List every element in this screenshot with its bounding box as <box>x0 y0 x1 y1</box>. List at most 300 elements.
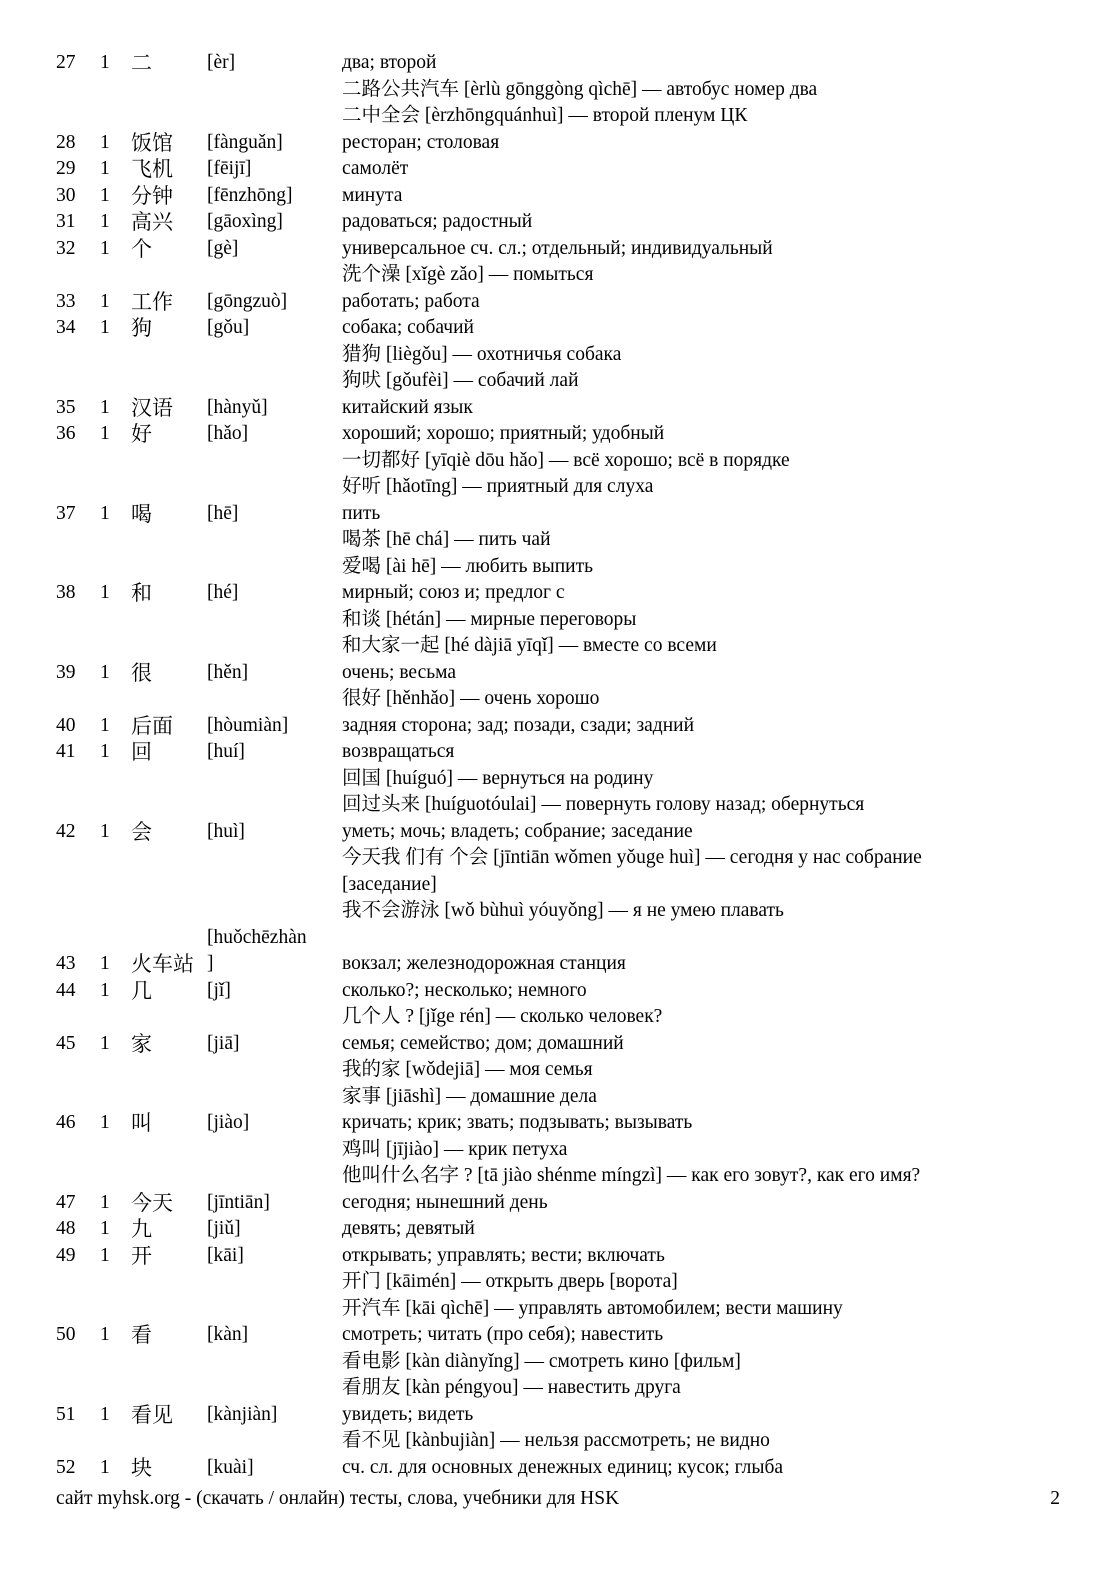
entry-pinyin: [huì] <box>207 820 245 842</box>
entry-definition: минута <box>342 184 403 206</box>
example-row <box>56 368 1076 395</box>
entry-level: 1 <box>100 582 110 603</box>
entry-number <box>56 1375 100 1402</box>
entry-definition: 看电影 [kàn diànyǐng] — смотреть кино [фильм] <box>342 1350 741 1372</box>
entry-level <box>100 103 131 130</box>
entry-level: 1 <box>100 502 110 524</box>
example-row <box>56 898 1076 925</box>
entry-hanzi: 看 <box>131 1323 152 1347</box>
entry-row <box>56 1031 1076 1058</box>
example-row <box>56 527 1076 554</box>
entry-hanzi: 几 <box>131 978 152 1003</box>
entry-number <box>56 1296 100 1323</box>
entry-row <box>56 660 1076 687</box>
entry-definition: 他叫什么名字 ? [tā jiào shénme míngzì] — как его зовут?, как его имя? <box>342 1165 921 1186</box>
entry-definition: открывать; управлять; вести; включать <box>342 1244 665 1266</box>
entry-hanzi: 高兴 <box>131 210 173 234</box>
entry-level <box>100 1269 131 1296</box>
entry-definition: возвращаться <box>342 741 455 762</box>
entry-number: 44 <box>56 979 76 1001</box>
entry-hanzi: 二 <box>131 51 152 75</box>
entry-definition: 我的家 [wǒdejiā] — моя семья <box>342 1059 593 1080</box>
entry-number <box>56 607 100 634</box>
entry-number: 49 <box>56 1244 76 1266</box>
entry-hanzi <box>131 448 207 475</box>
entry-row <box>56 1322 1076 1349</box>
entry-pinyin <box>207 1163 342 1190</box>
example-row <box>56 77 1076 104</box>
entry-level: 1 <box>100 714 110 736</box>
entry-pinyin <box>207 1349 342 1376</box>
entry-hanzi <box>131 1375 207 1402</box>
entry-level <box>100 1004 131 1031</box>
entry-row <box>56 315 1076 342</box>
entry-number <box>56 792 100 819</box>
entry-pinyin: [hòumiàn] <box>207 714 289 736</box>
entry-level: 1 <box>100 158 110 179</box>
entry-level <box>100 872 131 899</box>
example-row <box>56 633 1076 660</box>
entry-number <box>56 1428 100 1455</box>
entry-definition: 狗吠 [gǒufèi] — собачий лай <box>342 370 579 391</box>
entry-level: 1 <box>100 1403 110 1425</box>
entry-definition: 一切都好 [yīqiè dōu hǎo] — всё хорошо; всё в порядке <box>342 449 790 471</box>
entry-row <box>56 183 1076 210</box>
example-row <box>56 1084 1076 1111</box>
entry-hanzi: 分钟 <box>131 183 173 208</box>
entry-level <box>100 845 131 872</box>
entry-number: 42 <box>56 820 76 842</box>
entry-level: 1 <box>100 953 110 974</box>
entry-definition: 洗个澡 [xǐgè zǎo] — помыться <box>342 264 594 285</box>
entry-number: 46 <box>56 1112 76 1133</box>
entry-hanzi: 家 <box>131 1031 152 1056</box>
entry-definition: хороший; хорошо; приятный; удобный <box>342 423 665 444</box>
example-row <box>56 872 1076 899</box>
entry-hanzi: 饭馆 <box>131 130 173 155</box>
entry-hanzi <box>131 766 207 793</box>
entry-pinyin <box>207 1296 342 1323</box>
entry-number: 33 <box>56 290 76 312</box>
entry-level: 1 <box>100 741 110 762</box>
entry-pinyin: [hànyǔ] <box>207 396 268 418</box>
entry-row <box>56 289 1076 316</box>
entry-number <box>56 77 100 104</box>
entry-pinyin: [kànjiàn] <box>207 1403 278 1425</box>
entry-hanzi: 工作 <box>131 289 173 314</box>
entry-hanzi: 块 <box>131 1455 152 1480</box>
entry-definition: увидеть; видеть <box>342 1403 474 1425</box>
entry-hanzi <box>131 474 207 501</box>
entry-definition: 开汽车 [kāi qìchē] — управлять автомобилем; вести машину <box>342 1297 843 1319</box>
page-number: 2 <box>1050 1488 1060 1509</box>
entry-pinyin <box>207 1084 342 1111</box>
entry-level: 1 <box>100 237 110 259</box>
entry-definition: два; второй <box>342 52 437 73</box>
entry-pinyin <box>207 792 342 819</box>
entry-hanzi <box>131 342 207 369</box>
entry-definition: 看朋友 [kàn péngyou] — навестить друга <box>342 1377 681 1398</box>
entry-number: 40 <box>56 714 76 736</box>
entry-hanzi <box>131 262 207 289</box>
entry-number: 45 <box>56 1032 76 1054</box>
entry-pinyin: [jiā] <box>207 1032 240 1054</box>
entry-row <box>56 501 1076 528</box>
example-row <box>56 845 1076 872</box>
entry-definition: пить <box>342 502 381 524</box>
entry-pinyin: [jiào] <box>207 1112 250 1133</box>
entry-definition: 看不见 [kànbujiàn] — нельзя рассмотреть; не видно <box>342 1430 770 1451</box>
entry-number <box>56 633 100 660</box>
entry-level <box>100 554 131 581</box>
entry-definition: кричать; крик; звать; подзывать; вызывать <box>342 1112 693 1133</box>
entry-hanzi <box>131 845 207 872</box>
entry-number <box>56 474 100 501</box>
example-row <box>56 607 1076 634</box>
entry-definition: 家事 [jiāshì] — домашние дела <box>342 1085 597 1107</box>
entry-hanzi: 喝 <box>131 501 152 526</box>
entry-row <box>56 580 1076 607</box>
entry-level: 1 <box>100 1244 110 1266</box>
entry-level: 1 <box>100 1112 110 1133</box>
entry-definition: сколько?; несколько; немного <box>342 979 587 1001</box>
entry-level: 1 <box>100 290 110 312</box>
entry-level <box>100 1428 131 1455</box>
entry-level: 1 <box>100 979 110 1001</box>
entry-pinyin <box>207 448 342 475</box>
entry-hanzi <box>131 1428 207 1455</box>
entry-number: 35 <box>56 396 76 418</box>
footer-site-note: сайт myhsk.org - (скачать / онлайн) тесты, слова, учебники для HSK <box>56 1488 620 1509</box>
entry-number: 28 <box>56 131 76 153</box>
entry-definition: работать; работа <box>342 290 480 312</box>
entry-number <box>56 1163 100 1190</box>
entry-level <box>100 792 131 819</box>
entry-level <box>100 898 131 925</box>
example-row <box>56 686 1076 713</box>
example-row <box>56 1375 1076 1402</box>
entry-hanzi <box>131 527 207 554</box>
entry-row <box>56 1216 1076 1243</box>
entry-level <box>100 77 131 104</box>
entry-definition: 二路公共汽车 [èrlù gōnggòng qìchē] — автобус номер два <box>342 78 818 100</box>
entry-hanzi: 飞机 <box>131 157 173 181</box>
entry-hanzi: 很 <box>131 660 152 685</box>
entry-row <box>56 978 1076 1005</box>
entry-row <box>56 951 1076 978</box>
entry-number: 29 <box>56 158 76 179</box>
example-row <box>56 474 1076 501</box>
entry-pinyin: [fēnzhōng] <box>207 184 293 206</box>
entry-definition: 猎狗 [liègǒu] — охотничья собака <box>342 343 622 365</box>
entry-row <box>56 236 1076 263</box>
entry-number: 37 <box>56 502 76 524</box>
entry-number <box>56 686 100 713</box>
example-row <box>56 1349 1076 1376</box>
entry-pinyin <box>207 368 342 395</box>
entry-definition: мирный; союз и; предлог с <box>342 582 565 603</box>
entry-hanzi <box>131 1004 207 1031</box>
entry-definition: ресторан; столовая <box>342 131 500 153</box>
entry-pinyin: [gāoxìng] <box>207 211 283 232</box>
entry-level <box>100 607 131 634</box>
entry-row <box>56 819 1076 846</box>
entry-hanzi: 叫 <box>131 1111 152 1135</box>
entry-definition: 回过头来 [huíguotóulai] — повернуть голову назад; обернуться <box>342 794 865 815</box>
entry-pinyin <box>207 1428 342 1455</box>
entry-definition: сегодня; нынешний день <box>342 1191 548 1213</box>
entry-level: 1 <box>100 1218 110 1239</box>
entry-row <box>56 739 1076 766</box>
entry-pinyin <box>207 342 342 369</box>
entry-number <box>56 448 100 475</box>
entry-level <box>100 474 131 501</box>
entry-pinyin <box>207 262 342 289</box>
example-row <box>56 103 1076 130</box>
entry-definition: китайский язык <box>342 396 473 418</box>
entry-definition: 好听 [hǎotīng] — приятный для слуха <box>342 476 654 497</box>
entry-pinyin: [hé] <box>207 582 239 603</box>
entry-row <box>56 156 1076 183</box>
example-row <box>56 1296 1076 1323</box>
entry-pinyin: [jīntiān] <box>207 1191 270 1213</box>
entry-definition: 和谈 [hétán] — мирные переговоры <box>342 608 637 630</box>
entry-hanzi <box>131 872 207 899</box>
entry-definition: 二中全会 [èrzhōngquánhuì] — второй пленум ЦК <box>342 105 748 126</box>
entry-level <box>100 527 131 554</box>
entry-pinyin <box>207 77 342 104</box>
entry-number: 43 <box>56 953 76 974</box>
entry-pinyin <box>207 1375 342 1402</box>
entry-pinyin: ] <box>207 953 214 974</box>
entry-definition <box>342 925 1076 952</box>
entry-definition: 爱喝 [ài hē] — любить выпить <box>342 555 594 577</box>
example-row <box>56 792 1076 819</box>
entry-definition: 回国 [huíguó] — вернуться на родину <box>342 767 654 789</box>
entry-pinyin <box>207 527 342 554</box>
entry-pinyin: [huǒchēzhàn <box>207 926 307 948</box>
example-row <box>56 448 1076 475</box>
entry-pinyin <box>207 103 342 130</box>
entry-level <box>100 342 131 369</box>
entry-number: 47 <box>56 1191 76 1213</box>
example-row <box>56 1428 1076 1455</box>
entry-hanzi <box>131 1349 207 1376</box>
entry-number <box>56 898 100 925</box>
entry-row <box>56 713 1076 740</box>
entry-level <box>100 925 131 952</box>
entry-number: 27 <box>56 52 76 73</box>
entry-number: 41 <box>56 741 76 762</box>
entry-row <box>56 209 1076 236</box>
entry-number <box>56 527 100 554</box>
entry-number <box>56 872 100 899</box>
entry-pinyin <box>207 474 342 501</box>
example-row <box>56 1137 1076 1164</box>
pinyin-overflow-row <box>56 925 1076 952</box>
entry-level <box>100 633 131 660</box>
entry-number: 51 <box>56 1403 76 1425</box>
entry-definition: 开门 [kāimén] — открыть дверь [ворота] <box>342 1271 678 1292</box>
entry-definition: 很好 [hěnhǎo] — очень хорошо <box>342 688 600 709</box>
entry-number: 31 <box>56 211 76 232</box>
entry-pinyin <box>207 1004 342 1031</box>
entry-definition: задняя сторона; зад; позади, сзади; задний <box>342 714 695 736</box>
entry-pinyin: [huí] <box>207 741 245 762</box>
example-row <box>56 1057 1076 1084</box>
entry-level: 1 <box>100 184 110 206</box>
entry-number <box>56 103 100 130</box>
entry-pinyin <box>207 1269 342 1296</box>
entry-pinyin: [gǒu] <box>207 317 250 338</box>
entry-number <box>56 1004 100 1031</box>
entry-hanzi: 今天 <box>131 1190 173 1215</box>
entry-hanzi <box>131 1084 207 1111</box>
entry-definition: 几个人 ? [jǐge rén] — сколько человек? <box>342 1006 663 1027</box>
entry-level <box>100 766 131 793</box>
entry-number <box>56 262 100 289</box>
entry-number <box>56 1349 100 1376</box>
entry-hanzi: 九 <box>131 1217 152 1241</box>
entry-hanzi: 开 <box>131 1243 152 1268</box>
entry-definition: 我不会游泳 [wǒ bùhuì yóuyǒng] — я не умею плавать <box>342 900 784 921</box>
entry-level <box>100 1163 131 1190</box>
entry-hanzi: 回 <box>131 740 152 764</box>
entry-definition: 和大家一起 [hé dàjiā yīqǐ] — вместе со всеми <box>342 635 717 656</box>
entry-row <box>56 50 1076 77</box>
entry-list <box>56 50 1076 1481</box>
entry-level: 1 <box>100 1456 110 1478</box>
example-row <box>56 1269 1076 1296</box>
entry-hanzi: 看见 <box>131 1402 173 1427</box>
entry-level: 1 <box>100 211 110 232</box>
entry-pinyin <box>207 554 342 581</box>
entry-hanzi: 个 <box>131 236 152 261</box>
entry-pinyin: [gōngzuò] <box>207 290 288 312</box>
entry-number <box>56 554 100 581</box>
entry-pinyin <box>207 1137 342 1164</box>
entry-hanzi: 后面 <box>131 713 173 738</box>
entry-hanzi: 狗 <box>131 316 152 340</box>
page-footer <box>56 1487 1060 1511</box>
entry-definition: 喝茶 [hē chá] — пить чай <box>342 529 551 550</box>
example-row <box>56 342 1076 369</box>
entry-hanzi <box>131 554 207 581</box>
entry-number <box>56 925 100 952</box>
entry-row <box>56 395 1076 422</box>
entry-definition: универсальное сч. сл.; отдельный; индивидуальный <box>342 237 773 259</box>
entry-pinyin: [hē] <box>207 502 239 524</box>
entry-number: 52 <box>56 1456 76 1478</box>
entry-pinyin: [gè] <box>207 237 239 259</box>
entry-hanzi: 汉语 <box>131 395 173 420</box>
entry-definition: радоваться; радостный <box>342 211 533 232</box>
entry-number: 34 <box>56 317 76 338</box>
entry-number: 32 <box>56 237 76 259</box>
entry-row <box>56 1243 1076 1270</box>
entry-definition: семья; семейство; дом; домашний <box>342 1032 624 1054</box>
entry-row <box>56 1110 1076 1137</box>
entry-pinyin: [hǎo] <box>207 423 249 444</box>
entry-level <box>100 1375 131 1402</box>
entry-pinyin: [hěn] <box>207 661 249 683</box>
entry-level <box>100 262 131 289</box>
entry-hanzi <box>131 103 207 130</box>
entry-definition: [заседание] <box>342 873 437 895</box>
entry-level <box>100 1296 131 1323</box>
entry-definition: девять; девятый <box>342 1218 475 1239</box>
entry-pinyin <box>207 633 342 660</box>
entry-level: 1 <box>100 820 110 842</box>
entry-pinyin: [kàn] <box>207 1324 249 1345</box>
entry-level <box>100 1057 131 1084</box>
entry-number <box>56 1269 100 1296</box>
entry-pinyin <box>207 766 342 793</box>
entry-number <box>56 342 100 369</box>
entry-row <box>56 1402 1076 1429</box>
entry-level <box>100 1349 131 1376</box>
entry-row <box>56 1190 1076 1217</box>
entry-level: 1 <box>100 131 110 153</box>
entry-hanzi <box>131 898 207 925</box>
entry-level: 1 <box>100 1191 110 1213</box>
entry-number: 39 <box>56 661 76 683</box>
entry-pinyin <box>207 872 342 899</box>
entry-definition: собака; собачий <box>342 317 474 338</box>
entry-number: 38 <box>56 582 76 603</box>
entry-definition: сч. сл. для основных денежных единиц; кусок; глыба <box>342 1456 784 1478</box>
entry-definition: смотреть; читать (про себя); навестить <box>342 1324 664 1345</box>
entry-hanzi <box>131 1296 207 1323</box>
example-row <box>56 262 1076 289</box>
entry-definition: уметь; мочь; владеть; собрание; заседание <box>342 820 693 842</box>
entry-level: 1 <box>100 396 110 418</box>
entry-hanzi: 和 <box>131 581 152 605</box>
entry-row <box>56 130 1076 157</box>
entry-number <box>56 766 100 793</box>
entry-number <box>56 368 100 395</box>
entry-level: 1 <box>100 423 110 444</box>
entry-row <box>56 421 1076 448</box>
entry-pinyin: [jiǔ] <box>207 1218 241 1239</box>
entry-row <box>56 1455 1076 1482</box>
entry-definition: очень; весьма <box>342 661 456 683</box>
entry-pinyin: [kāi] <box>207 1244 244 1266</box>
entry-hanzi: 火车站 <box>131 952 194 976</box>
entry-pinyin <box>207 607 342 634</box>
entry-definition: самолёт <box>342 158 409 179</box>
example-row <box>56 1163 1076 1190</box>
entry-pinyin: [fēijī] <box>207 158 252 179</box>
entry-pinyin: [èr] <box>207 52 236 73</box>
entry-level: 1 <box>100 1324 110 1345</box>
entry-pinyin: [jǐ] <box>207 979 231 1001</box>
entry-level <box>100 448 131 475</box>
example-row <box>56 766 1076 793</box>
entry-level <box>100 368 131 395</box>
entry-definition: 今天我 们有 个会 [jīntiān wǒmen yǒuge huì] — сегодня у нас собрание <box>342 847 922 868</box>
entry-number <box>56 1084 100 1111</box>
entry-number: 48 <box>56 1218 76 1239</box>
entry-hanzi <box>131 368 207 395</box>
entry-pinyin <box>207 1057 342 1084</box>
example-row <box>56 554 1076 581</box>
entry-hanzi <box>131 1269 207 1296</box>
entry-hanzi: 好 <box>131 422 152 446</box>
entry-level: 1 <box>100 52 110 73</box>
entry-pinyin <box>207 686 342 713</box>
entry-level <box>100 686 131 713</box>
